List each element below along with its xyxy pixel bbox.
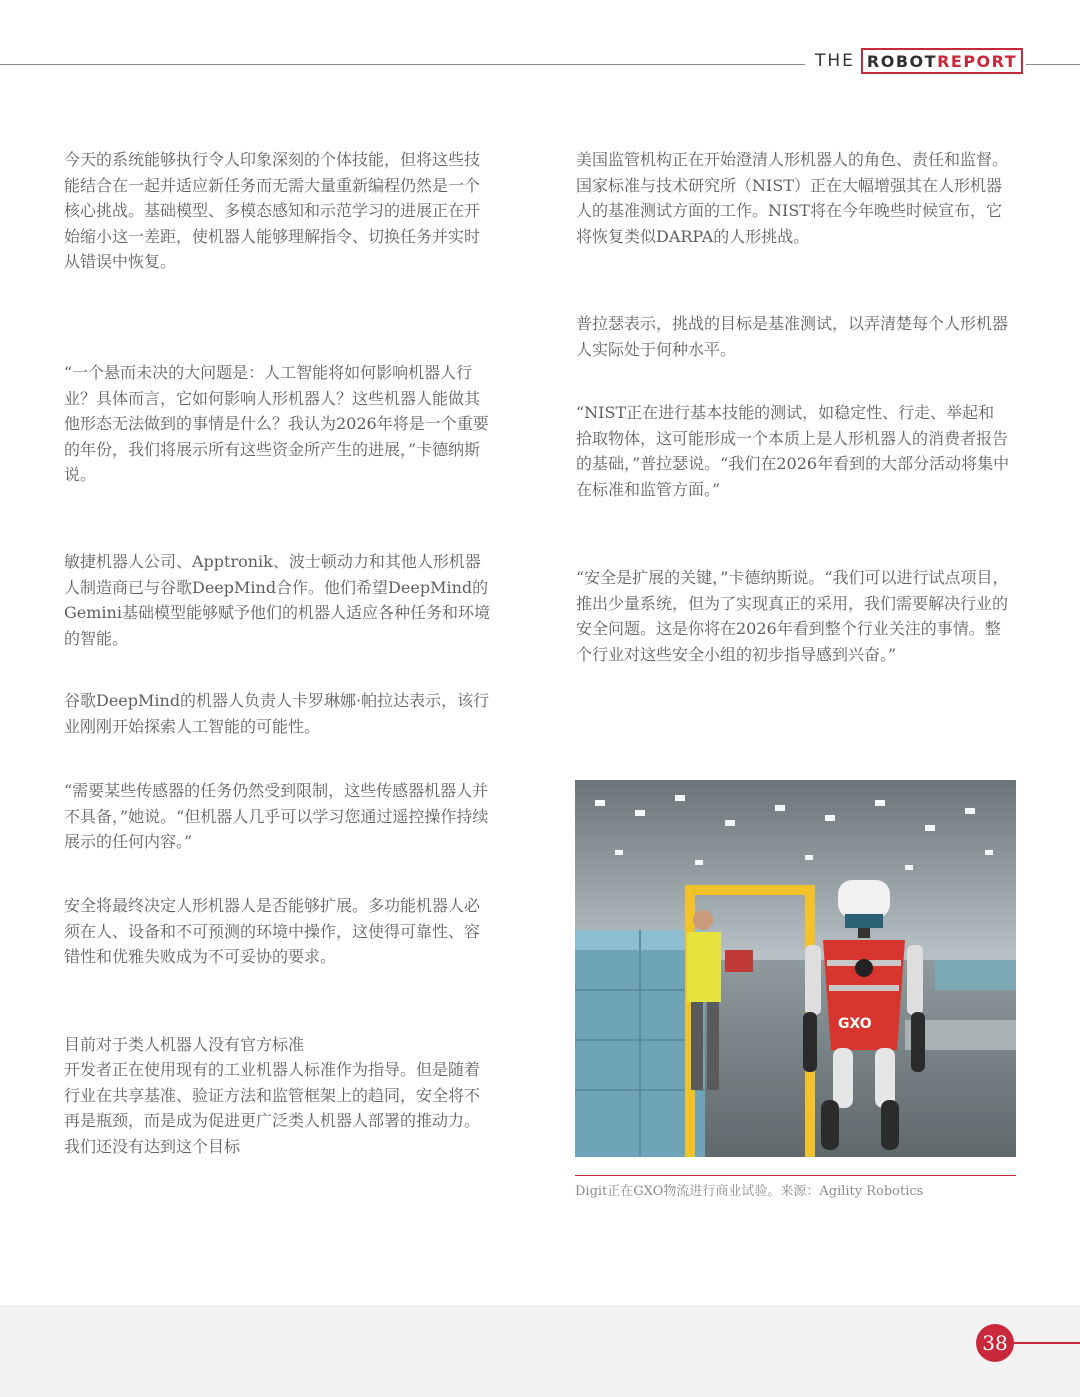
right-paragraph-1: 美国监管机构正在开始澄清人形机器人的角色、责任和监督。国家标准与技术研究所（NIST）正在大幅增强其在人形机器人的基准测试方面的工作。NIST将在今年晚些时候宣布，它将恢复类似DARPA的人形挑战。 (576, 150, 1009, 246)
header-rule-right (1026, 64, 1080, 65)
photo-illustration (575, 780, 1016, 1157)
robot-report-logo (815, 48, 1023, 74)
robot-badge-text: GXO (838, 1016, 872, 1032)
logo-robot: ROBOT (866, 51, 938, 71)
photo-caption: Digit正在GXO物流进行商业试验。来源：Agility Robotics (575, 1184, 924, 1199)
right-paragraph-3: “NIST正在进行基本技能的测试，如稳定性、行走、举起和拾取物体，这可能形成一个本质上是人形机器人的消费者报告的基础，”普拉瑟说。“我们在2026年看到的大部分活动将集中在标准和监管方面。” (576, 403, 1010, 499)
left-paragraph-2: “一个悬而未决的大问题是：人工智能将如何影响机器人行业？具体而言，它如何影响人形机器人？这些机器人能做其他形态无法做到的事情是什么？我认为2026年将是一个重要的年份，我们将展示所有这些资金所产生的进展，”卡德纳斯说。 (64, 363, 489, 484)
right-paragraph-4: “安全是扩展的关键，”卡德纳斯说。“我们可以进行试点项目，推出少量系统，但为了实现真正的采用，我们需要解决行业的安全问题。这是你将在2026年看到整个行业关注的事情。整个行业对这些安全小组的初步指导感到兴奋。” (576, 568, 1009, 664)
footer-accent-line (1010, 1342, 1080, 1344)
section-subheading: 目前对于类人机器人没有官方标准 (64, 1035, 305, 1054)
page-footer (0, 1305, 1080, 1397)
caption-rule (575, 1175, 1016, 1176)
left-paragraph-3: 敏捷机器人公司、Apptronik、波士顿动力和其他人形机器人制造商已与谷歌DeepMind合作。他们希望DeepMind的Gemini基础模型能够赋予他们的机器人适应各种任务和环境的智能。 (64, 552, 490, 648)
logo-report: REPORT (937, 51, 1018, 71)
left-paragraph-5: “需要某些传感器的任务仍然受到限制，这些传感器机器人并不具备，”她说。“但机器人几乎可以学习您通过遥控操作持续展示的任何内容。” (64, 781, 489, 851)
warehouse-robot-photo (575, 780, 1016, 1157)
left-paragraph-6: 安全将最终决定人形机器人是否能够扩展。多功能机器人必须在人、设备和不可预测的环境中操作，这使得可靠性、容错性和优雅失败成为不可妥协的要求。 (64, 896, 481, 966)
header-rule-left (0, 64, 805, 65)
left-paragraph-4: 谷歌DeepMind的机器人负责人卡罗琳娜·帕拉达表示，该行业刚刚开始探索人工智能的可能性。 (64, 691, 490, 736)
left-paragraph-7: 开发者正在使用现有的工业机器人标准作为指导。但是随着行业在共享基准、验证方法和监管框架上的趋同，安全将不再是瓶颈，而是成为促进更广泛类人机器人部署的推动力。我们还没有达到这个目标 (64, 1060, 481, 1156)
page-number: 38 (976, 1324, 1014, 1362)
left-paragraph-1: 今天的系统能够执行令人印象深刻的个体技能，但将这些技能结合在一起并适应新任务而无需大量重新编程仍然是一个核心挑战。基础模型、多模态感知和示范学习的进展正在开始缩小这一差距，使机器人能够理解指令、切换任务并实时从错误中恢复。 (64, 150, 481, 271)
logo-box (861, 48, 1023, 74)
logo-the: THE (815, 51, 855, 71)
right-paragraph-2: 普拉瑟表示，挑战的目标是基准测试，以弄清楚每个人形机器人实际处于何种水平。 (576, 314, 1009, 359)
